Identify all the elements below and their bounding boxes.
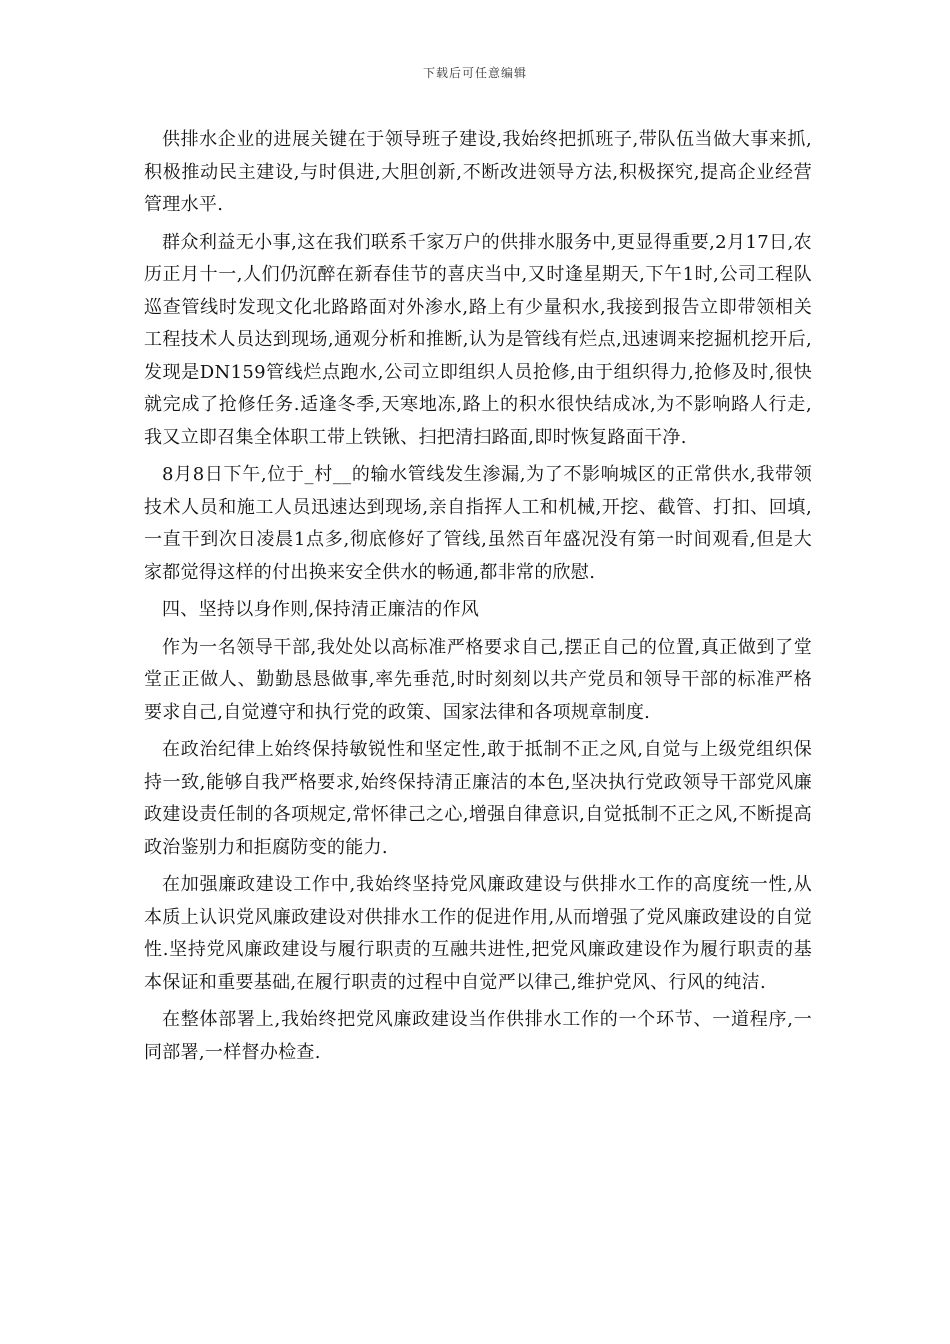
document-body bbox=[144, 124, 812, 1074]
paragraph-integrity-work: 在加强廉政建设工作中,我始终坚持党风廉政建设与供排水工作的高度统一性,从本质上认识党风廉政建设对供排水工作的促进作用,从而增强了党风廉政建设的自觉性.坚持党风廉政建设与履行职责的互融共进性,把党风廉政建设作为履行职责的基本保证和重要基础,在履行职责的过程中自觉严以律己,维护党风、行风的纯洁. bbox=[144, 874, 812, 993]
paragraph-repair-feb: 群众利益无小事,这在我们联系千家万户的供排水服务中,更显得重要,2月17日,农历正月十一,人们仍沉醉在新春佳节的喜庆当中,又时逢星期天,下午1时,公司工程队巡查管线时发现文化北路路面对外渗水,路上有少量积水,我接到报告立即带领相关工程技术人员达到现场,通观分析和推断,认为是管线有烂点,迅速调来挖掘机挖开后,发现是DN159管线烂点跑水,公司立即组织人员抢修,由于组织得力,抢修及时,很快就完成了抢修任务.适逢冬季,天寒地冻,路上的积水很快结成冰,为不影响路人行走,我又立即召集全体职工带上铁锹、扫把清扫路面,即时恢复路面干净. bbox=[144, 231, 812, 448]
paragraph-repair-aug: 8月8日下午,位于_村__的输水管线发生渗漏,为了不影响城区的正常供水,我带领技术人员和施工人员迅速达到现场,亲自指挥人工和机械,开挖、截管、打扣、回填,一直干到次日凌晨1点多,彻底修好了管线,虽然百年盛况没有第一时间观看,但是大家都觉得这样的付出换来安全供水的畅通,都非常的欣慰. bbox=[144, 464, 812, 583]
paragraph-political-discipline: 在政治纪律上始终保持敏锐性和坚定性,敢于抵制不正之风,自觉与上级党组织保持一致,能够自我严格要求,始终保持清正廉洁的本色,坚决执行党政领导干部党风廉政建设责任制的各项规定,常怀律己之心,增强自律意识,自觉抵制不正之风,不断提高政治鉴别力和拒腐防变的能力. bbox=[144, 739, 812, 858]
paragraph-leadership: 供排水企业的进展关键在于领导班子建设,我始终把抓班子,带队伍当做大事来抓,积极推动民主建设,与时俱进,大胆创新,不断改进领导方法,积极探究,提高企业经营管理水平. bbox=[144, 129, 812, 215]
paragraph-self-discipline: 作为一名领导干部,我处处以高标准严格要求自己,摆正自己的位置,真正做到了堂堂正正做人、勤勤恳恳做事,率先垂范,时时刻刻以共产党员和领导干部的标准严格要求自己,自觉遵守和执行党的政策、国家法律和各项规章制度. bbox=[144, 636, 812, 723]
page-header-note: 下载后可任意编辑 bbox=[422, 66, 527, 80]
paragraph-overall-deployment: 在整体部署上,我始终把党风廉政建设当作供排水工作的一个环节、一道程序,一同部署,一样督办检查. bbox=[144, 1009, 812, 1063]
section-heading-four: 四、坚持以身作则,保持清正廉洁的作风 bbox=[162, 599, 480, 620]
